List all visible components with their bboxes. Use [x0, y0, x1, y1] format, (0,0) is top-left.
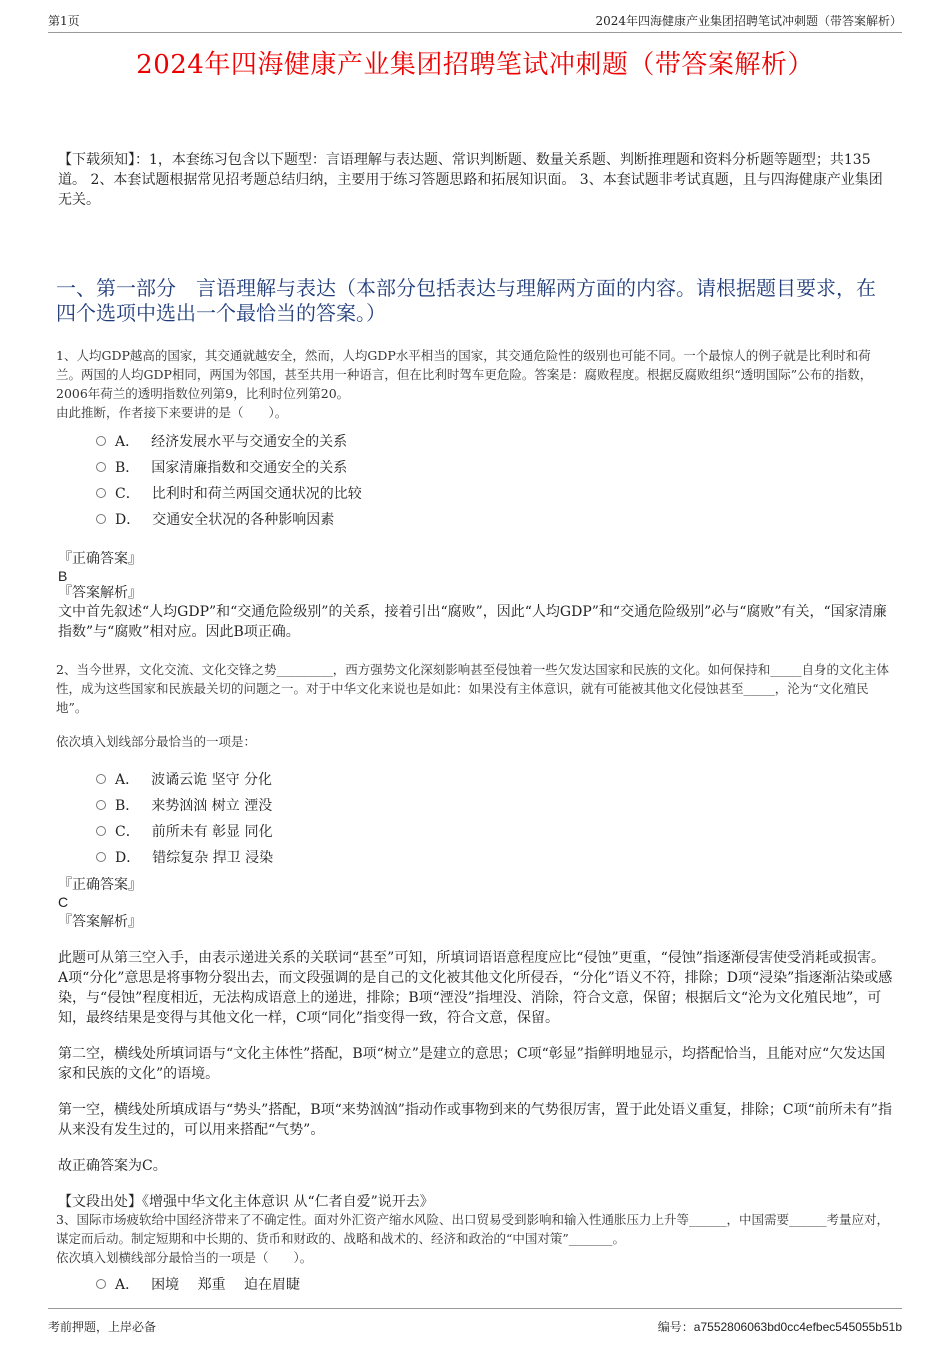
option-c[interactable]: C． 比利时和荷兰两国交通状况的比较 — [96, 480, 894, 506]
option-a[interactable]: A． 波谲云诡 坚守 分化 — [96, 766, 894, 792]
analysis-label: 『答案解析』 — [58, 914, 142, 930]
radio-icon[interactable] — [96, 826, 106, 836]
option-a[interactable]: A． 困境 郑重 迫在眉睫 — [96, 1271, 894, 1297]
answer-label: 『正确答案』 — [58, 551, 142, 567]
radio-icon[interactable] — [96, 800, 106, 810]
analysis-text: 文中首先叙述“人均GDP”和“交通危险级别”的关系，接着引出“腐败”，因此“人均GDP”和“交通危险级别”必与“腐败”有关，“国家清廉指数”与“腐败”相对应。因此B项正确。 — [58, 604, 887, 640]
radio-icon[interactable] — [96, 436, 106, 446]
radio-icon[interactable] — [96, 514, 106, 524]
question-prompt: 依次填入划线部分最恰当的一项是： — [56, 734, 257, 749]
question-text: 1、人均GDP越高的国家，其交通就越安全，然而，人均GDP水平相当的国家，其交通危险性的级别也可能不同。一个最惊人的例子就是比利时和荷兰。两国的人均GDP相同，两国为邻国，甚至共用一种语言，但在比利时驾车更危险。答案是：腐败程度。根据反腐败组织“透明国际”公布的指数，2006年荷兰的透明指数位列第9，比利时位列第20。 — [56, 348, 873, 401]
page-number: 第1页 — [48, 14, 80, 28]
page-header — [48, 12, 902, 33]
answer-block-1 — [58, 551, 894, 642]
radio-icon[interactable] — [96, 1279, 106, 1289]
answer-label: 『正确答案』 — [58, 877, 142, 893]
analysis-label: 『答案解析』 — [58, 585, 142, 601]
option-c[interactable]: C． 前所未有 彰显 同化 — [96, 818, 894, 844]
question-prompt: 依次填入划横线部分最恰当的一项是（ ）。 — [56, 1250, 313, 1265]
question-2 — [56, 660, 894, 870]
option-b[interactable]: B． 国家清廉指数和交通安全的关系 — [96, 454, 894, 480]
analysis-paragraph: 故正确答案为C。 — [58, 1158, 167, 1174]
section-title: 一、第一部分 言语理解与表达（本部分包括表达与理解两方面的内容。请根据题目要求，在四个选项中选出一个最恰当的答案。） — [56, 276, 876, 325]
question-text: 2、当今世界，文化交流、文化交锋之势_________，西方强势文化深刻影响甚至侵蚀着一些欠发达国家和民族的文化。如何保持和_____自身的文化主体性，成为这些国家和民族最关切的问题之一。对于中华文化来说也是如此：如果没有主体意识，就有可能被其他文化侵蚀甚至_____，沦为“文化殖民地”。 — [56, 662, 889, 715]
analysis-paragraph: 此题可从第三空入手，由表示递进关系的关联词“甚至”可知，所填词语语意程度应比“侵蚀”更重，“侵蚀”指逐渐侵害使受消耗或损害。A项“分化”意思是将事物分裂出去，而文段强调的是自己的文化被其他文化所侵吞，“分化”语义不符，排除；D项“浸染”指逐渐沾染或感染，与“侵蚀”程度相近，无法构成语意上的递进，排除；B项“湮没”指埋没、消除，符合文意，保留；根据后文“沦为文化殖民地”，可知，最终结果是变得与其他文化一样，C项“同化”指变得一致，符合文意，保留。 — [58, 950, 893, 1026]
answer-value: C — [58, 894, 69, 910]
analysis-paragraph: 第二空，横线处所填词语与“文化主体性”搭配，B项“树立”是建立的意思；C项“彰显”指鲜明地显示，均搭配恰当，且能对应“欠发达国家和民族的文化”的语境。 — [58, 1046, 886, 1082]
footer-slogan: 考前押题，上岸必备 — [48, 1320, 157, 1334]
option-d[interactable]: D． 交通安全状况的各种影响因素 — [96, 506, 894, 532]
download-notice: 【下载须知】：1，本套练习包含以下题型：言语理解与表达题、常识判断题、数量关系题、判断推理题和资料分析题等题型；共135道。 2、本套试题根据常见招考题总结归纳，主要用于练习答题思路和拓展知识面。 3、本套试题非考试真题，且与四海健康产业集团无关。 — [58, 152, 883, 208]
page-footer — [48, 1308, 902, 1335]
document-id: 编号：a7552806063bd0cc4efbec545055b51b — [657, 1320, 902, 1334]
radio-icon[interactable] — [96, 488, 106, 498]
question-1 — [56, 346, 894, 532]
option-list — [96, 1271, 894, 1297]
option-list — [96, 766, 894, 870]
radio-icon[interactable] — [96, 774, 106, 784]
option-a[interactable]: A． 经济发展水平与交通安全的关系 — [96, 428, 894, 454]
header-doc-title: 2024年四海健康产业集团招聘笔试冲刺题（带答案解析） — [595, 14, 902, 28]
option-list — [96, 428, 894, 532]
radio-icon[interactable] — [96, 852, 106, 862]
page-title: 2024年四海健康产业集团招聘笔试冲刺题（带答案解析） — [136, 50, 814, 80]
source-citation: 【文段出处】《增强中华文化主体意识 从“仁者自爱”说开去》 — [58, 1194, 434, 1210]
question-3 — [56, 1210, 894, 1297]
question-prompt: 由此推断，作者接下来要讲的是（ ）。 — [56, 405, 288, 420]
option-b[interactable]: B． 来势汹汹 树立 湮没 — [96, 792, 894, 818]
analysis-paragraph: 第一空，横线处所填成语与“势头”搭配，B项“来势汹汹”指动作或事物到来的气势很厉害，置于此处语义重复，排除；C项“前所未有”指从来没有发生过的，可以用来搭配“气势”。 — [58, 1102, 892, 1138]
radio-icon[interactable] — [96, 462, 106, 472]
option-d[interactable]: D． 错综复杂 捍卫 浸染 — [96, 844, 894, 870]
answer-block-2 — [58, 877, 894, 1212]
answer-value: B — [58, 568, 68, 584]
question-text: 3、国际市场疲软给中国经济带来了不确定性。面对外汇资产缩水风险、出口贸易受到影响和输入性通胀压力上升等______，中国需要______考量应对，谋定而后动。制定短期和中长期的、货币和财政的、战略和战术的、经济和政治的“中国对策”_______。 — [56, 1212, 889, 1246]
